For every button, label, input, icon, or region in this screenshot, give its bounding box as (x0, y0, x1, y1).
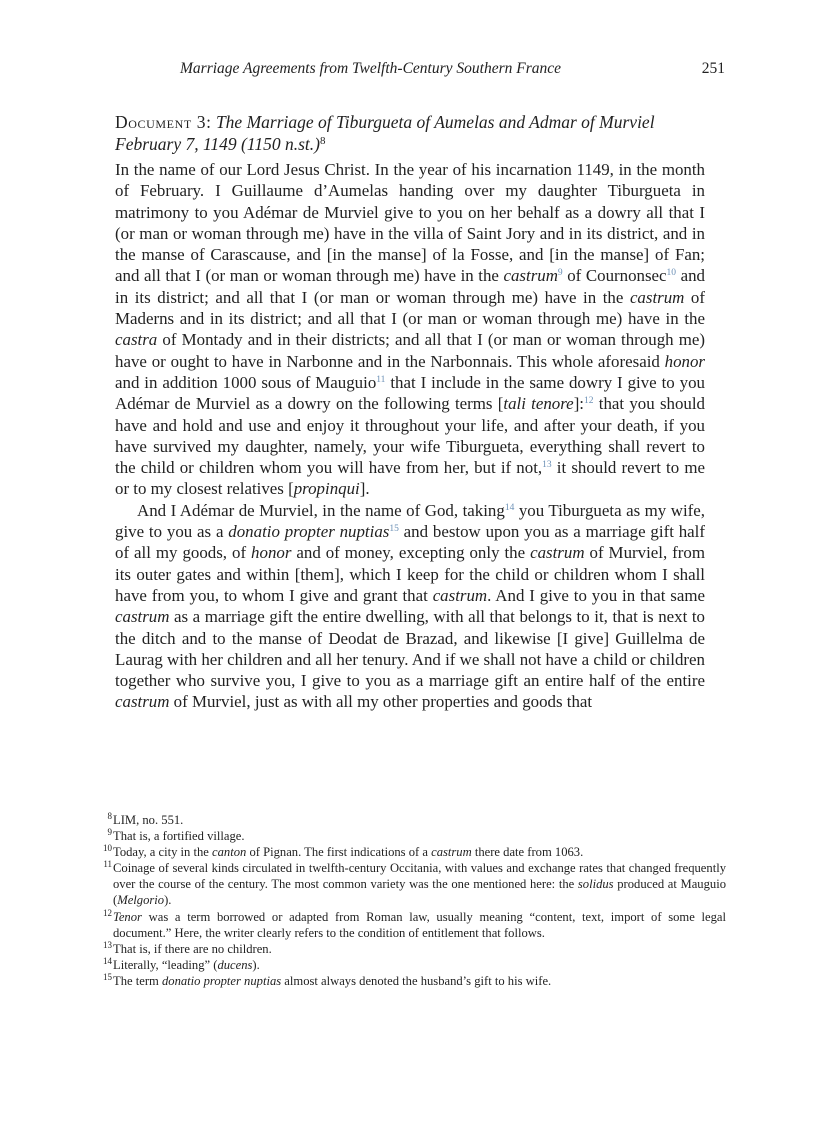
latin-term: castrum (503, 266, 558, 286)
latin-term: tali tenore (503, 394, 574, 414)
text-run: you Tiburgueta as my wife, give to you as a (115, 500, 705, 542)
text-run: of Murviel, just as with all my other properties and goods that (169, 692, 593, 712)
latin-term: donatio propter nuptias (228, 522, 390, 542)
latin-term: canton (212, 845, 247, 860)
footnote-ref: 10 (666, 268, 677, 279)
text-run: and bestow upon you as a marriage gift half of all my goods, of (115, 522, 705, 563)
footnote-ref: 12 (584, 396, 594, 407)
paragraph-1 (115, 159, 705, 500)
footnote-text: Coinage of several kinds circulated in twelfth-century Occitania, with values and exchange rates that changed frequently over the course of the century. The most common variety was the one mentioned here: the (113, 861, 726, 892)
footnote (100, 860, 726, 908)
latin-term: propinqui (293, 479, 360, 499)
latin-term: castrum (432, 585, 488, 605)
footnote-text: there date from 1063. (471, 845, 584, 860)
footnote-text: almost always denoted the husband’s gift to his wife. (281, 973, 552, 988)
text-run: that I include in the same dowry I give to you Adémar de Murviel as a dowry on the following terms [ (115, 372, 705, 414)
latin-term: solidus (577, 877, 614, 892)
text-run: of Maderns and in its district; and all that I (or man or woman through me) have in the (115, 287, 706, 329)
footnote-ref: 13 (542, 460, 552, 471)
footnote-ref: 9 (557, 268, 563, 279)
footnote-ref: 15 (389, 524, 399, 535)
footnote-text: Literally, “leading” ( (113, 957, 218, 972)
footnote-text: ). (164, 893, 172, 908)
document-title: The Marriage of Tiburgueta of Aumelas and Admar of Murviel February 7, 1149 (1150 n.st.) (115, 112, 655, 154)
footnote (100, 812, 726, 828)
text-run: ]. (359, 479, 370, 499)
text-run: of Montady and in their districts; and all that I (or man or woman through me) have or ought to have in Narbonne and in the Narbonnais. This whole aforesaid (115, 330, 705, 371)
text-run: and in addition 1000 sous of Mauguio (115, 372, 377, 392)
latin-term: donatio propter nuptias (161, 973, 282, 988)
running-head-title: Marriage Agreements from Twelfth-Century Southern France (180, 60, 561, 77)
latin-term: castrum (530, 543, 585, 563)
footnote (100, 973, 726, 989)
footnote-number: 15 (103, 971, 112, 982)
footnote-text: of Pignan. The first indications of a (246, 845, 432, 860)
footnote-ref: 8 (319, 134, 326, 147)
footnote-text: The term (113, 973, 162, 988)
paragraph-2 (115, 500, 705, 713)
text-run: ]: (573, 394, 585, 414)
body-text (115, 159, 705, 713)
footnote-number: 10 (103, 843, 112, 854)
footnote-text: That is, if there are no children. (113, 941, 272, 956)
latin-term: castra (115, 330, 158, 350)
text-run: . And I give to you in that same (487, 585, 705, 605)
latin-term: Tenor (113, 909, 142, 924)
footnote-number: 12 (103, 907, 112, 918)
latin-term: honor (664, 351, 705, 371)
text-run: as a marriage gift the entire dwelling, with all that belongs to it, that is next to the ditch and to the manse of Deodat de Brazad, and likewise [I give] Guillelma de Laurag with her children and all her tenury. And if we shall not have a child or children together who survive you, I give to you as a marriage gift an entire half of the entire (115, 607, 705, 691)
latin-term: castrum (115, 692, 170, 712)
footnote (100, 909, 726, 941)
footnote (100, 941, 726, 957)
footnote-number: 11 (103, 859, 112, 870)
latin-term: castrum (431, 845, 472, 860)
footnote-text: LIM, no. 551. (113, 813, 184, 827)
text-run: And I Adémar de Murviel, in the name of God, taking (137, 500, 505, 520)
text-run: of Cournonsec (562, 266, 667, 286)
document-label: Document 3: (115, 112, 212, 132)
footnote-number: 14 (103, 955, 112, 966)
footnote (100, 828, 726, 844)
text-run: of Murviel, from its outer gates and within [them], which I keep for the child or children whom I shall have from you, to whom I give and grant that (115, 543, 705, 605)
footnote (100, 844, 726, 860)
latin-term: Melgorio (117, 893, 165, 908)
footnote-text: Today, a city in the (113, 845, 213, 860)
footnote-text: produced at Mauguio ( (113, 877, 726, 908)
footnote-ref: 14 (504, 502, 515, 513)
latin-term: castrum (629, 287, 685, 307)
running-head (180, 60, 725, 82)
text-run: In the name of our Lord Jesus Christ. In the year of his incarnation 1149, in the month of February. I Guillaume d’Aumelas handing over my daughter Tiburgueta in matrimony to you Adémar de Murviel give to you on her behalf as a dowry all that I (or man or woman through me) have in the villa of Saint Jory and in its district, and in the manse of Carascause, and [in the manse] of la Fosse, and [in the manse] of Fan; and all that I (or man or woman through me) have in the (115, 160, 705, 286)
latin-term: ducens (217, 957, 253, 972)
footnote-ref: 11 (376, 374, 386, 385)
latin-term: castrum (115, 607, 170, 627)
text-run: it should revert to me or to my closest relatives [ (115, 458, 705, 499)
document-heading (115, 112, 715, 155)
footnote-text: was a term borrowed or adapted from Roman law, usually meaning “content, text, import of some legal document.” Here, the writer clearly refers to the condition of entitlement that follows. (113, 909, 726, 940)
footnote-text: That is, a fortified village. (113, 829, 245, 844)
footnote-number: 9 (107, 827, 112, 838)
text-run: and of money, excepting only the (291, 543, 531, 563)
footnotes (100, 812, 726, 989)
text-run: that you should have and hold and use and enjoy it throughout your life, and after your death, if you have survived my daughter, namely, your wife Tiburgueta, everything shall revert to the child or children whom you will have from her, but if not, (115, 394, 705, 478)
footnote-text: ). (252, 957, 260, 972)
page-number: 251 (701, 60, 725, 77)
footnote-number: 8 (107, 811, 112, 821)
latin-term: honor (251, 543, 292, 563)
text-run: and in its district; and all that I (or man or woman through me) have in the (115, 266, 705, 307)
footnote-number: 13 (103, 939, 112, 950)
footnote (100, 957, 726, 973)
